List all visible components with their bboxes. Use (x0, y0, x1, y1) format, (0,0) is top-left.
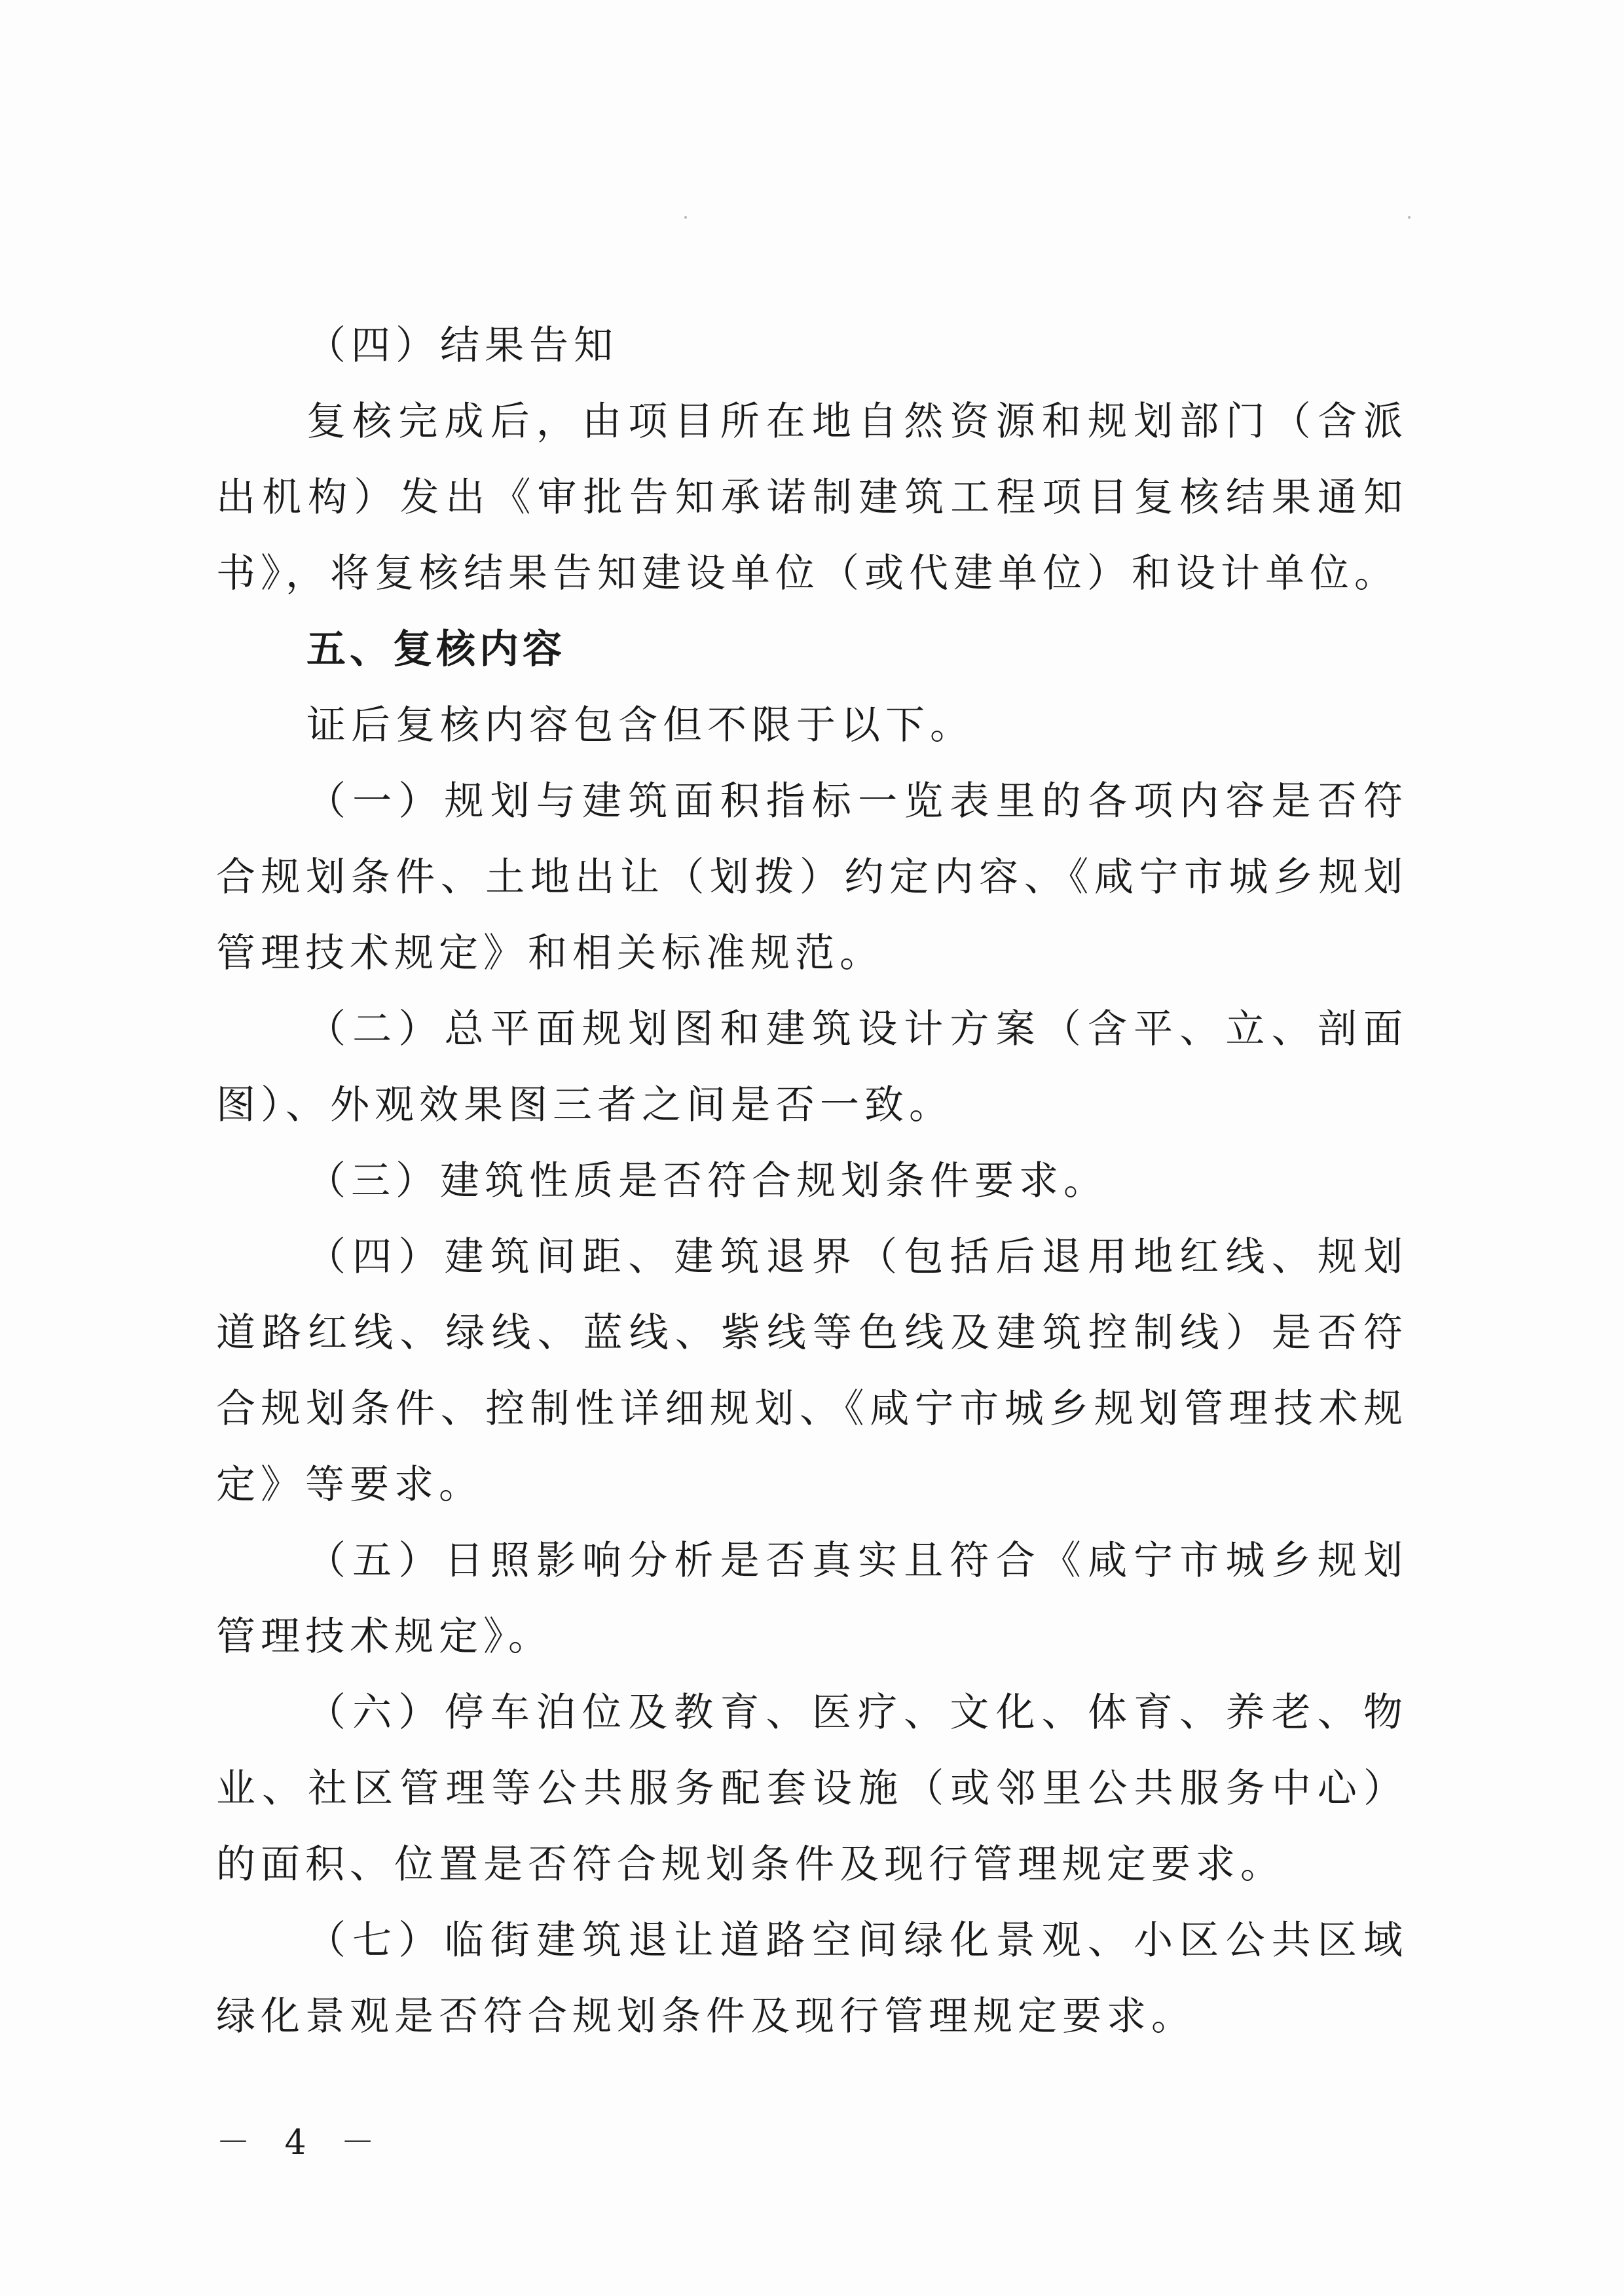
paragraph-item-6: （六）停车泊位及教育、医疗、文化、体育、养老、物业、社区管理等公共服务配套设施（或邻里公共服务中心）的面积、位置是否符合规划条件及现行管理规定要求。 (216, 1690, 1408, 1887)
subsection-title-result-notice: （四）结果告知 (306, 323, 618, 369)
paragraph-result-notice: 复核完成后，由项目所在地自然资源和规划部门（含派出机构）发出《审批告知承诺制建筑工程项目复核结果通知书》，将复核结果告知建设单位（或代建单位）和设计单位。 (216, 399, 1408, 596)
scan-artifact (1408, 216, 1411, 219)
paragraph-item-2: （二）总平面规划图和建筑设计方案（含平、立、剖面图）、外观效果图三者之间是否一致。 (216, 1006, 1408, 1128)
document-body (216, 308, 1408, 2054)
paragraph-item-4: （四）建筑间距、建筑退界（包括后退用地红线、规划道路红线、绿线、蓝线、紫线等色线及建筑控制线）是否符合规划条件、控制性详细规划、《咸宁市城乡规划管理技术规定》等要求。 (216, 1234, 1408, 1508)
paragraph-item-7: （七）临街建筑退让道路空间绿化景观、小区公共区域绿化景观是否符合规划条件及现行管理规定要求。 (216, 1918, 1408, 2039)
section-heading-review-content: 五、复核内容 (306, 627, 566, 672)
page-number: － 4 － (216, 2123, 387, 2162)
paragraph-item-1: （一）规划与建筑面积指标一览表里的各项内容是否符合规划条件、土地出让（划拨）约定内容、《咸宁市城乡规划管理技术规定》和相关标准规范。 (216, 778, 1408, 976)
paragraph-item-5: （五）日照影响分析是否真实且符合《咸宁市城乡规划管理技术规定》。 (216, 1538, 1408, 1660)
paragraph-review-intro: 证后复核内容包含但不限于以下。 (306, 702, 974, 748)
paragraph-item-3: （三）建筑性质是否符合规划条件要求。 (306, 1158, 1108, 1204)
scan-artifact (684, 216, 687, 219)
